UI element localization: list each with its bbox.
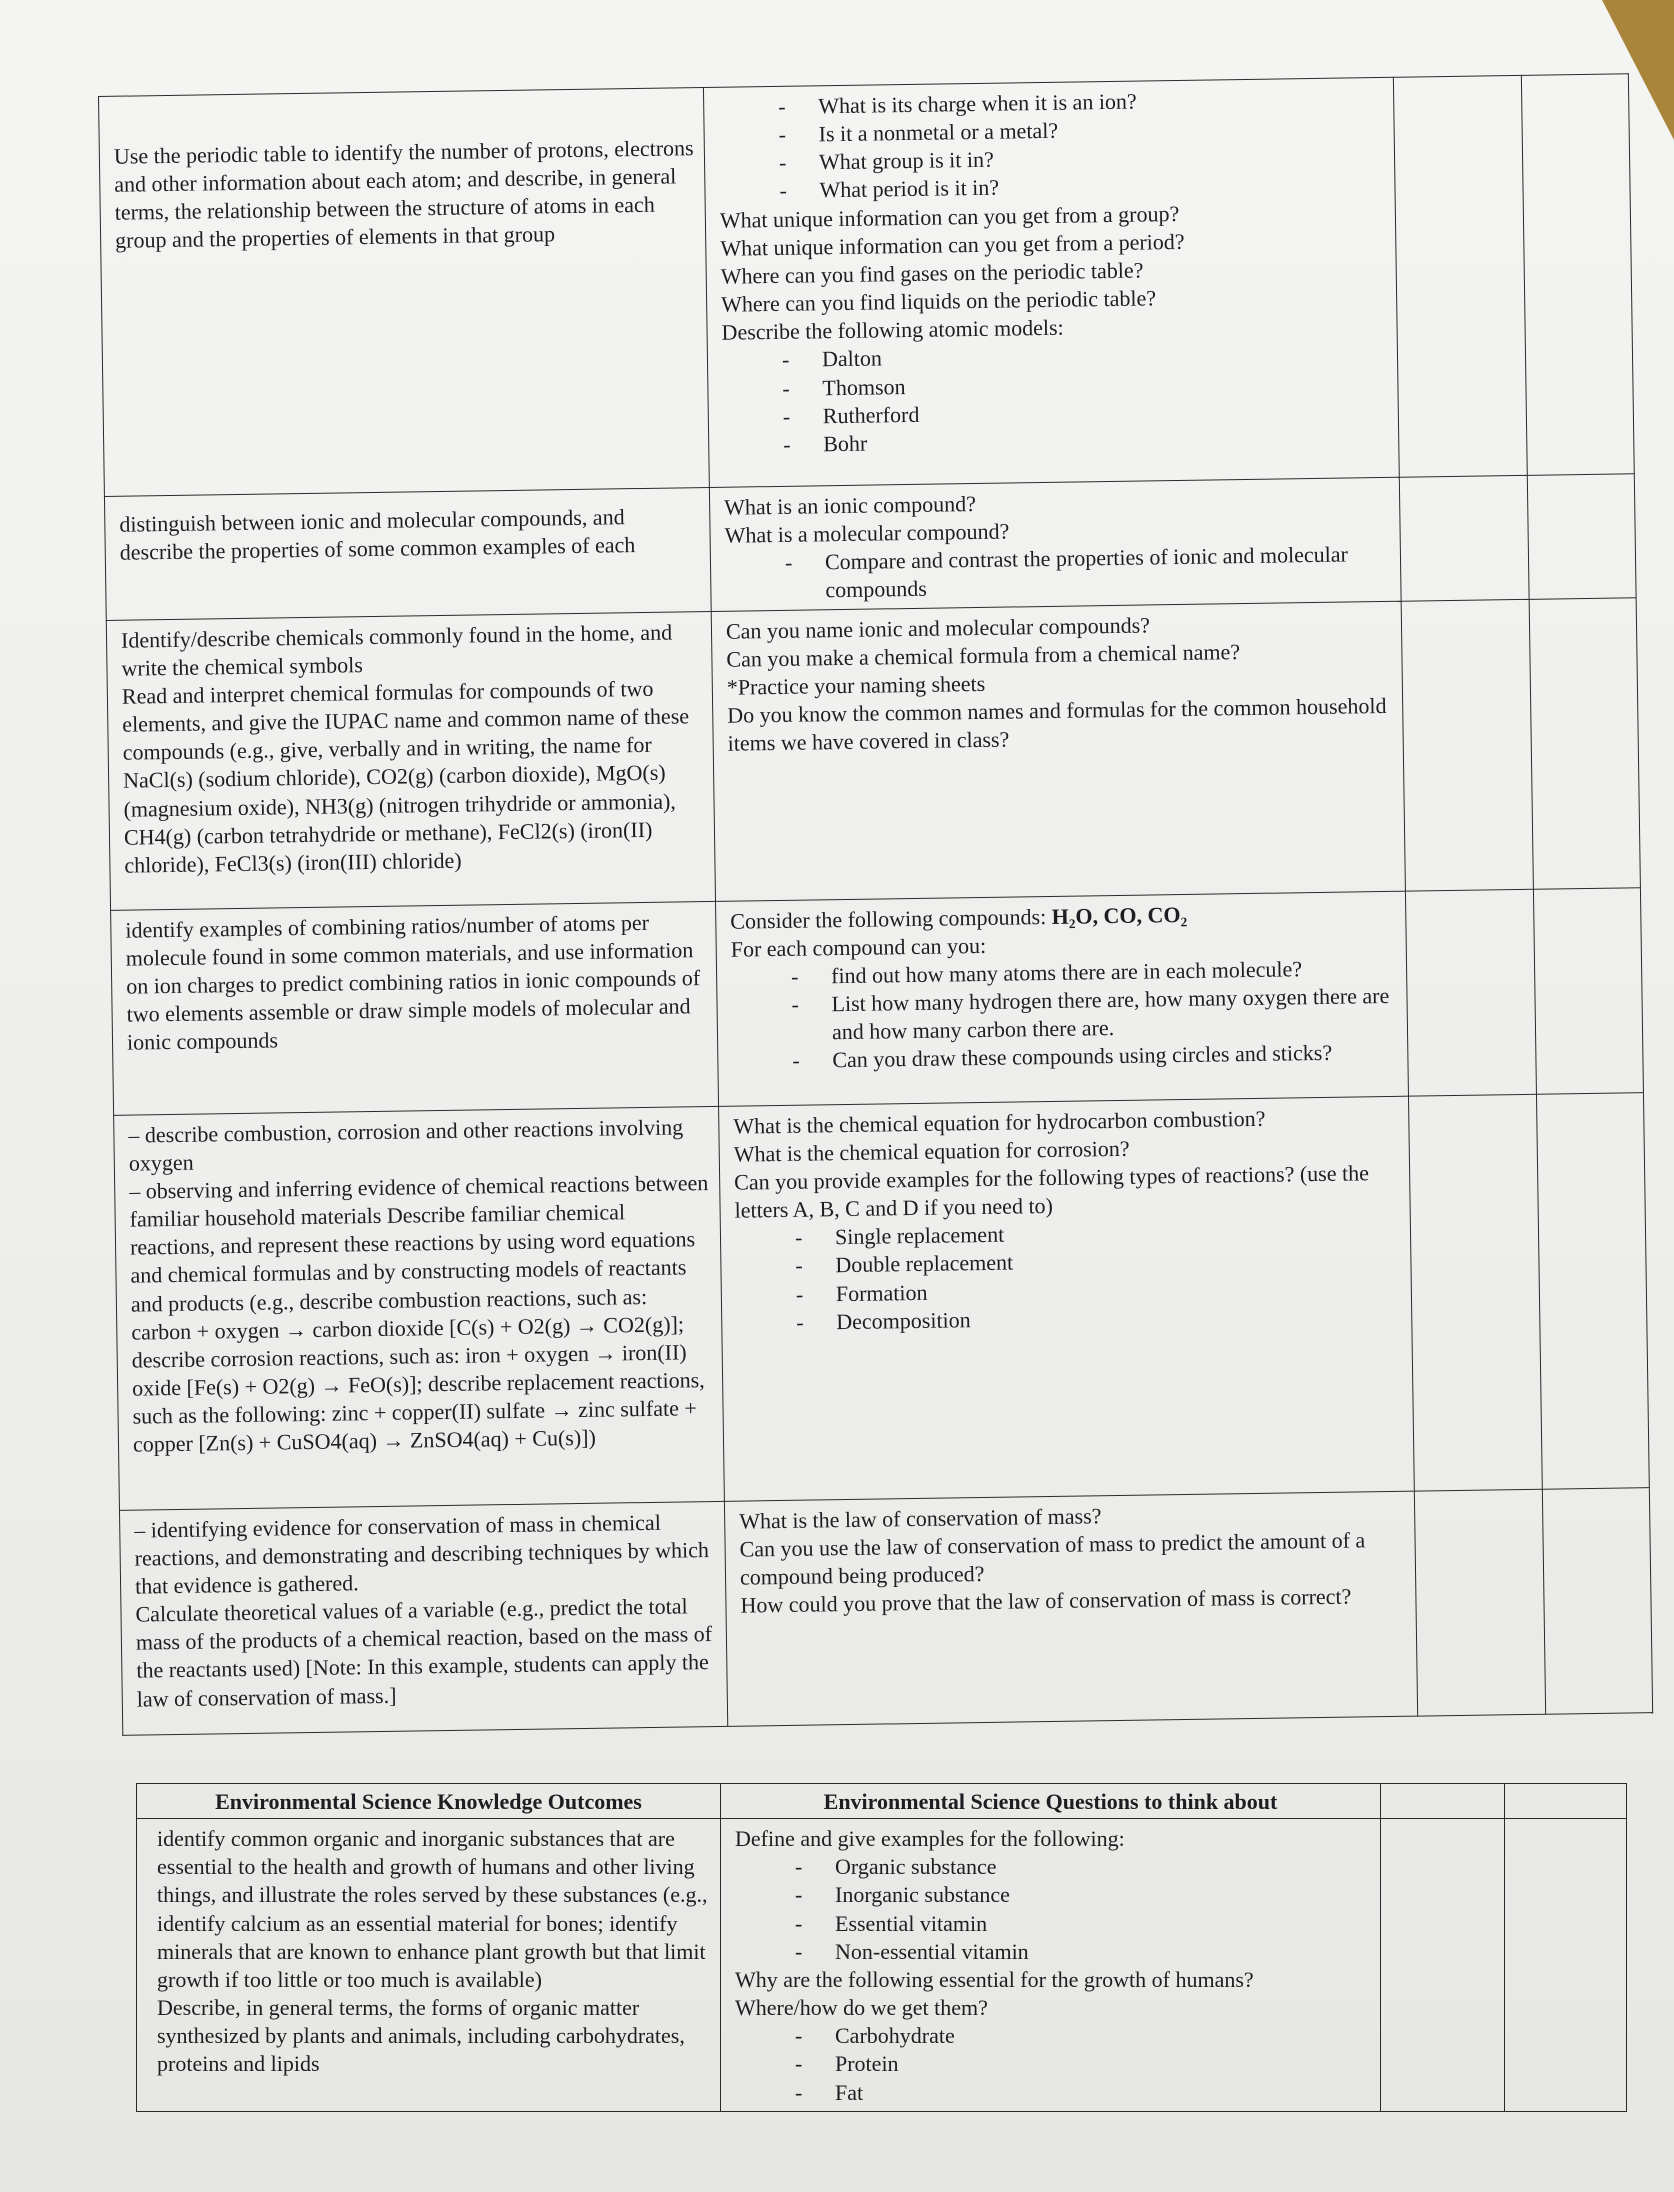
question-item: What unique information can you get from a period?	[720, 228, 1185, 261]
outcome-cell: Identify/describe chemicals commonly found in the home, and write the chemical symbols Read and interpret chemical formulas for compounds of two elements, and give the IUPAC name and common name of these compounds (e.g., give, verbally and in writing, the name for NaCl(s) (sodium chloride), CO2(g) (carbon dioxide), MgO(s) (magnesium oxide), NH3(g) (nitrogen trihydride or ammonia), CH4(g) (carbon tetrahydride or methane), FeCl2(s) (iron(II) chloride), FeCl3(s) (iron(III) chloride)	[106, 611, 715, 910]
outcome-cell: – describe combustion, corrosion and other reactions involving oxygen – observing and inferring evidence of chemical reactions between familiar household materials Describe familiar chemical reactions, and represent these reactions by using word equations and chemical formulas and by constructing models of reactants and products (e.g., describe combustion reactions, such as: carbon + oxygen → carbon dioxide [C(s) + O2(g) → CO2(g)]; describe corrosion reactions, such as: iron + oxygen → iron(II) oxide [Fe(s) + O2(g) → FeO(s)]; describe replacement reactions, such as the following: zinc + copper(II) sulfate → zinc sulfate + copper [Zn(s) + CuSO4(aq) → ZnSO4(aq) + Cu(s)])	[114, 1106, 725, 1510]
question-item: What is the law of conservation of mass?	[739, 1502, 1102, 1534]
table-row	[137, 1819, 1627, 2112]
question-item: - Dalton	[722, 337, 1387, 375]
check-cell	[1536, 1092, 1649, 1489]
table-row	[114, 1092, 1650, 1510]
question-item: - Carbohydrate	[735, 2022, 1370, 2050]
question-item: *Practice your naming sheets	[726, 670, 986, 700]
question-item: - Protein	[735, 2050, 1370, 2078]
question-item: - Inorganic substance	[735, 1881, 1370, 1909]
question-item: For each compound can you:	[730, 932, 987, 962]
question-item: - Essential vitamin	[735, 1910, 1370, 1938]
question-item: - List how many hydrogen there are, how many oxygen there are and how many carbon there are.	[731, 982, 1397, 1048]
question-item: What is a molecular compound?	[724, 518, 1010, 548]
check-cell	[1505, 1784, 1627, 1819]
check-cell	[1533, 887, 1643, 1094]
question-item: - Thomson	[722, 365, 1387, 403]
questions-cell	[721, 1819, 1381, 2112]
check-cell	[1405, 889, 1536, 1096]
question-item: Can you name ionic and molecular compounds?	[725, 612, 1151, 644]
question-item: Can you use the law of conservation of mass to predict the amount of a compound being produced?	[739, 1527, 1366, 1590]
check-cell	[1527, 474, 1636, 599]
check-cell	[1408, 1094, 1542, 1491]
outcome-cell: – identifying evidence for conservation of mass in chemical reactions, and demonstrating and describing techniques by which that evidence is gathered. Calculate theoretical values of a variable (e.g., predict the total mass of the products of a chemical reaction, based on the mass of the reactants used) [Note: In this example, students can apply the law of conservation of mass.]	[119, 1501, 727, 1735]
questions-cell	[716, 891, 1409, 1106]
questions-cell	[724, 1491, 1417, 1726]
question-item: - Rutherford	[723, 394, 1388, 432]
question-item: - What is its charge when it is an ion?	[718, 84, 1383, 122]
question-item: What is the chemical equation for hydrocarbon combustion?	[733, 1105, 1266, 1139]
question-item: - Double replacement	[735, 1243, 1400, 1281]
question-item: Can you provide examples for the following types of reactions? (use the letters A, B, C and D if you need to)	[733, 1160, 1370, 1223]
outcome-cell: distinguish between ionic and molecular compounds, and describe the properties of some common examples of each	[104, 487, 711, 620]
table-header-row	[137, 1784, 1627, 1819]
question-item: - Can you draw these compounds using circles and sticks?	[732, 1038, 1397, 1076]
question-item: Where can you find liquids on the periodic table?	[720, 285, 1157, 317]
question-item: - Bohr	[723, 422, 1388, 460]
question-item: Why are the following essential for the growth of humans?	[735, 1966, 1254, 1992]
chemistry-outcomes-table	[98, 73, 1653, 1735]
question-item: Describe the following atomic models:	[721, 314, 1064, 346]
question-item: How could you prove that the law of conservation of mass is correct?	[740, 1583, 1352, 1618]
check-cell	[1521, 74, 1634, 476]
check-cell	[1529, 597, 1640, 889]
question-text: Consider the following compounds:	[730, 903, 1052, 934]
question-item: What is an ionic compound?	[723, 491, 977, 520]
table-row	[106, 597, 1640, 910]
question-item: - Formation	[736, 1271, 1401, 1309]
question-item: - What group is it in?	[719, 140, 1384, 178]
question-item: - Organic substance	[735, 1853, 1370, 1881]
question-item: Define and give examples for the following:	[735, 1826, 1125, 1852]
question-item: Can you make a chemical formula from a chemical name?	[726, 638, 1241, 672]
outcomes-header: Environmental Science Knowledge Outcomes	[137, 1784, 721, 1819]
table-row	[111, 887, 1644, 1115]
check-cell	[1393, 75, 1527, 477]
question-item: - Decomposition	[736, 1300, 1401, 1338]
question-item: Where/how do we get them?	[735, 1995, 988, 2021]
check-cell	[1381, 1819, 1505, 2112]
environmental-science-table	[136, 1783, 1627, 2112]
question-item: - Single replacement	[735, 1215, 1400, 1253]
check-cell	[1399, 475, 1529, 601]
compound-list: H₂O, CO, CO₂	[1051, 901, 1188, 929]
question-item: What is the chemical equation for corrosion?	[733, 1135, 1130, 1167]
questions-cell	[719, 1096, 1415, 1501]
question-item: - Non-essential vitamin	[735, 1938, 1370, 1966]
table-row	[99, 74, 1635, 497]
check-cell	[1542, 1487, 1652, 1714]
question-item: - find out how many atoms there are in each molecule?	[731, 954, 1396, 992]
table-row	[104, 474, 1636, 620]
questions-header: Environmental Science Questions to think about	[721, 1784, 1381, 1819]
outcome-cell: identify common organic and inorganic substances that are essential to the health and growth of humans and other living things, and illustrate the roles served by these substances (e.g., identify calcium as an essential material for bones; identify minerals that are known to enhance plant growth but that limit growth if too little or too much is available) Describe, in general terms, the forms of organic matter synthesized by plants and animals, including carbohydrates, proteins and lipids	[137, 1819, 721, 2112]
questions-cell	[711, 601, 1405, 901]
question-item: - What period is it in?	[719, 168, 1384, 206]
check-cell	[1381, 1784, 1505, 1819]
check-cell	[1401, 599, 1533, 891]
question-item: Do you know the common names and formulas for the common household items we have covered in class?	[727, 693, 1387, 756]
questions-cell	[703, 77, 1399, 487]
check-cell	[1414, 1489, 1545, 1716]
question-item: - Fat	[735, 2079, 1370, 2107]
question-item: - Is it a nonmetal or a metal?	[718, 112, 1383, 150]
check-cell	[1505, 1819, 1627, 2112]
table-row	[119, 1487, 1652, 1735]
outcome-cell: Use the periodic table to identify the number of protons, electrons and other information about each atom; and describe, in general terms, the relationship between the structure of atoms in each group and the properties of elements in that group	[99, 88, 710, 497]
question-item: - Compare and contrast the properties of ionic and molecular compounds	[725, 540, 1391, 606]
outcome-cell: identify examples of combining ratios/number of atoms per molecule found in some common materials, and use information on ion charges to predict combining ratios in ionic compounds of two elements assemble or draw simple models of molecular and ionic compounds	[111, 901, 719, 1115]
question-item: Where can you find gases on the periodic table?	[720, 257, 1144, 289]
questions-cell	[709, 477, 1401, 611]
question-item: What unique information can you get from a group?	[719, 200, 1180, 233]
